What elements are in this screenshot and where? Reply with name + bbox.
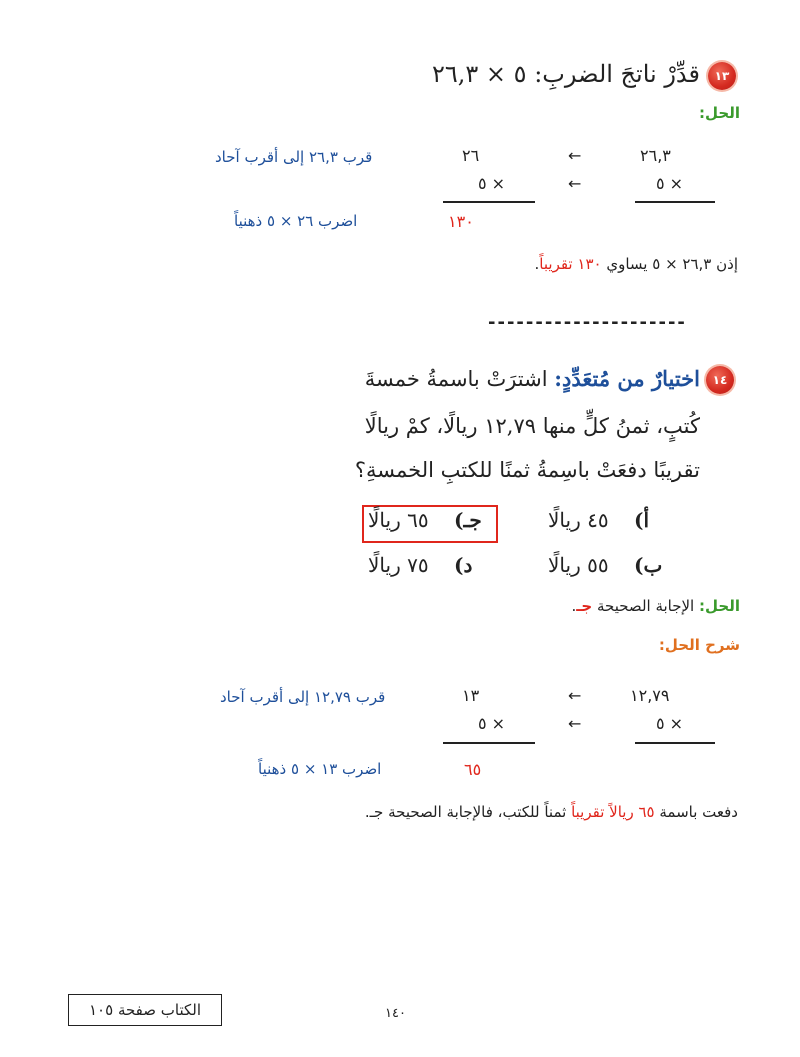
q13-arrow-2: ← <box>568 174 582 193</box>
question-14-line-3: تقريبًا دفعَتْ باسِمةُ ثمنًا للكتبِ الخمسةِ؟ <box>354 458 700 482</box>
question-14-number-badge <box>706 366 734 394</box>
option-c[interactable]: جـ) ٦٥ ريالًا <box>368 508 482 532</box>
q13-conclusion: إذن ٢٦,٣ × ٥ يساوي ١٣٠ تقريباً. <box>534 255 738 273</box>
page-number: ١٤٠ <box>385 1006 406 1021</box>
q14-original-value: ١٢,٧٩ <box>630 686 670 705</box>
q14-arrow-2: ← <box>568 714 582 733</box>
q13-rounded-value: ٢٦ <box>462 146 480 165</box>
q14-rounded-value: ١٣ <box>462 686 480 705</box>
q14-multiplier-original: × ٥ <box>656 714 684 733</box>
option-b[interactable]: ب) ٥٥ ريالًا <box>548 553 663 577</box>
q14-underline-left <box>443 742 535 744</box>
option-d[interactable]: د) ٧٥ ريالًا <box>368 553 473 577</box>
q13-underline-right <box>635 201 715 203</box>
q14-final-statement: دفعت باسمة ٦٥ ريالاً تقريباً ثمناً للكتب، فالإجابة الصحيحة جـ. <box>364 803 738 821</box>
q14-mental-note: اضرب ١٣ × ٥ ذهنياً <box>258 760 382 778</box>
q13-multiplier-original: × ٥ <box>656 174 684 193</box>
q13-round-note: قرب ٢٦,٣ إلى أقرب آحاد <box>215 148 373 166</box>
q14-arrow-1: ← <box>568 686 582 705</box>
q13-original-value: ٢٦,٣ <box>640 146 671 165</box>
q13-multiplier-rounded: × ٥ <box>478 174 506 193</box>
section-separator: --------------------- <box>488 312 687 333</box>
question-14-line-2: كُتبٍ، ثمنُ كلٍّ منها ١٢,٧٩ ريالًا، كمْ ريالًا <box>364 414 700 438</box>
q13-arrow-1: ← <box>568 146 582 165</box>
question-number: ١٤ <box>712 373 728 387</box>
q14-product: ٦٥ <box>464 760 482 779</box>
q14-solution: الحل: الإجابة الصحيحة جـ. <box>571 597 740 615</box>
q13-product: ١٣٠ <box>448 212 474 231</box>
question-13-number-badge <box>708 62 736 90</box>
q13-mental-note: اضرب ٢٦ × ٥ ذهنياً <box>234 212 358 230</box>
q14-multiplier-rounded: × ٥ <box>478 714 506 733</box>
question-13-prompt: قدِّرْ ناتجَ الضربِ: ٥ × ٢٦,٣ <box>431 60 700 88</box>
option-a[interactable]: أ) ٤٥ ريالًا <box>548 508 650 532</box>
q14-explain-label: شرح الحل: <box>658 636 740 654</box>
question-14-line-1: اختيارٌ من مُتعَدِّدٍ: اشترَتْ باسمةُ خمسةَ <box>364 366 700 391</box>
q14-round-note: قرب ١٢,٧٩ إلى أقرب آحاد <box>220 688 386 706</box>
q13-underline-left <box>443 201 535 203</box>
q14-underline-right <box>635 742 715 744</box>
q13-solution-label: الحل: <box>699 104 740 122</box>
book-reference-box: الكتاب صفحة ١٠٥ <box>68 994 222 1026</box>
question-number: ١٣ <box>714 69 730 83</box>
